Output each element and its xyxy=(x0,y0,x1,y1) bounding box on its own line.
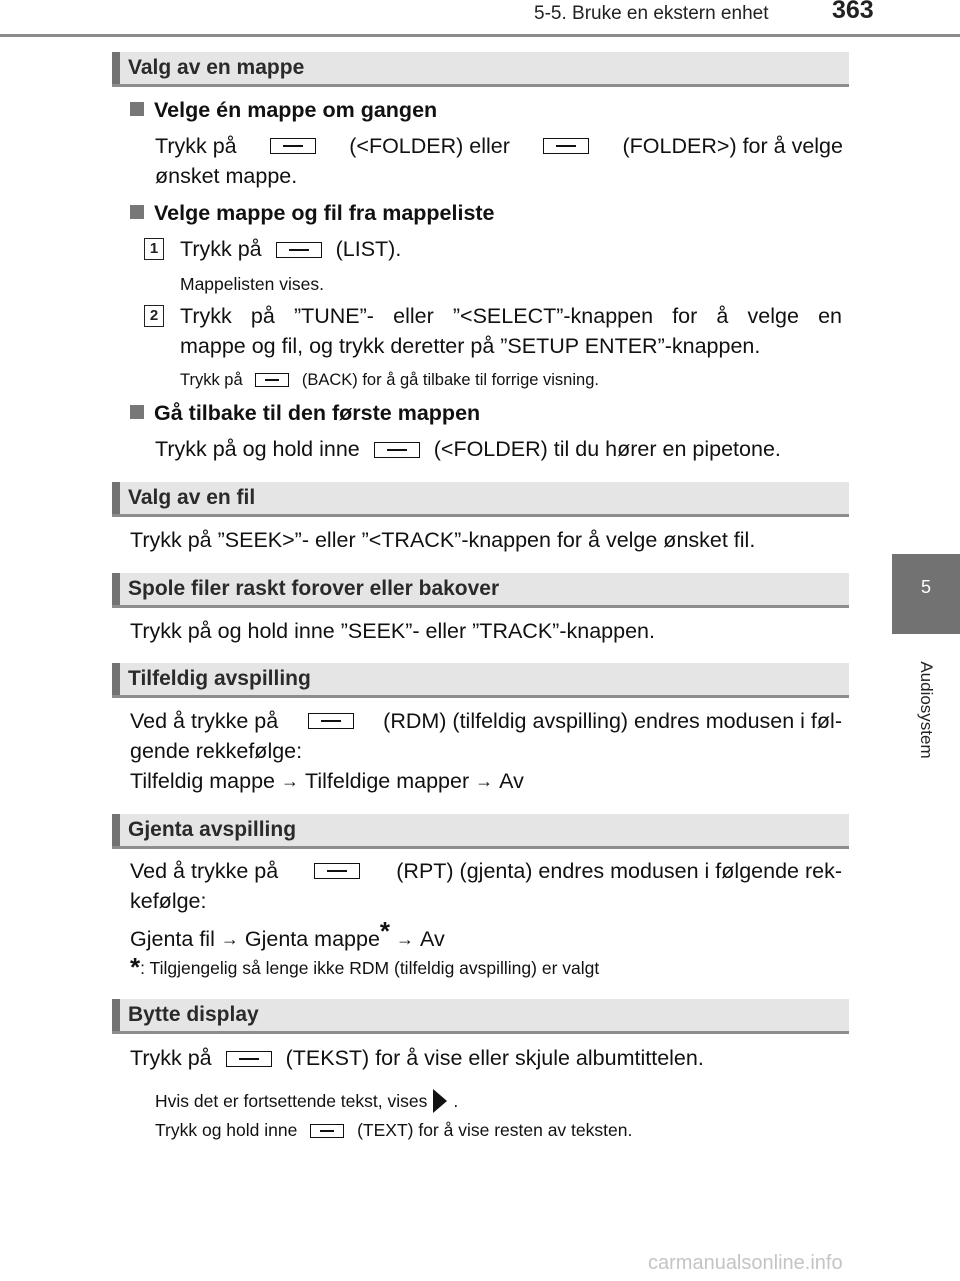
arrow-right-icon: → xyxy=(220,929,239,949)
button-icon xyxy=(543,138,589,154)
button-icon xyxy=(276,242,322,258)
repeat-line2: kefølge: xyxy=(130,889,207,913)
button-icon xyxy=(314,863,360,879)
repeat-line1: Ved å trykke på (RPT) (gjenta) endres modusen i følgende rek- xyxy=(130,859,842,883)
section-header-display xyxy=(112,999,849,1034)
display-note2: Trykk og hold inne (TEXT) for å vise resten av teksten. xyxy=(155,1120,633,1140)
chapter-title: 5-5. Bruke en ekstern enhet xyxy=(534,3,769,24)
bullet-square-icon xyxy=(130,102,144,116)
display-text: Trykk på (TEKST) for å vise eller skjule albumtittelen. xyxy=(130,1046,704,1070)
watermark: carmanualsonline.info xyxy=(648,1252,843,1274)
footnote-marker: * xyxy=(379,916,391,946)
header-rule xyxy=(0,34,960,37)
subheading-folder-list: Velge mappe og fil fra mappeliste xyxy=(130,198,495,228)
repeat-footnote: *: Tilgjengelig så lenge ikke RDM (tilfeldig avspilling) er valgt xyxy=(130,952,600,982)
section-header-random xyxy=(112,663,849,698)
section-header-folder xyxy=(112,52,849,87)
page-number: 363 xyxy=(832,0,874,24)
step2-note: Trykk på (BACK) for å gå tilbake til forrige visning. xyxy=(180,371,599,389)
section-title: Gjenta avspilling xyxy=(128,818,297,841)
repeat-sequence: Gjenta fil → Gjenta mappe* → Av xyxy=(130,916,445,954)
first-folder-text: Trykk på og hold inne (<FOLDER) til du hører en pipetone. xyxy=(155,437,781,461)
continue-arrow-icon xyxy=(433,1089,447,1113)
button-icon xyxy=(374,442,420,458)
paragraph-one-folder-line1: Trykk på (<FOLDER) eller (FOLDER>) for å velge xyxy=(155,134,843,158)
button-icon xyxy=(270,138,316,154)
seek-text: Trykk på og hold inne ”SEEK”- eller ”TRACK”-knappen. xyxy=(130,619,655,643)
random-line1: Ved å trykke på (RDM) (tilfeldig avspilling) endres modusen i føl- xyxy=(130,709,842,733)
arrow-right-icon: → xyxy=(475,771,494,791)
file-text: Trykk på ”SEEK>”- eller ”<TRACK”-knappen for å velge ønsket fil. xyxy=(130,528,756,552)
arrow-right-icon: → xyxy=(281,771,299,791)
section-title: Tilfeldig avspilling xyxy=(128,667,311,690)
step2-line2: mappe og fil, og trykk deretter på ”SETUP ENTER”-knappen. xyxy=(180,334,761,358)
section-title: Bytte display xyxy=(128,1003,259,1026)
step-number: 1 xyxy=(144,238,164,260)
section-header-repeat xyxy=(112,814,849,849)
section-title: Valg av en mappe xyxy=(128,56,305,79)
section-header-seek xyxy=(112,573,849,608)
paragraph-one-folder-line2: ønsket mappe. xyxy=(155,164,298,188)
subheading-one-folder: Velge én mappe om gangen xyxy=(130,95,437,125)
section-title: Spole filer raskt forover eller bakover xyxy=(128,577,500,600)
chapter-tab-label: Audiosystem xyxy=(917,661,936,759)
arrow-right-icon: → xyxy=(396,929,415,949)
button-icon xyxy=(255,373,289,387)
button-icon xyxy=(310,1124,344,1138)
section-header-file xyxy=(112,482,849,517)
button-icon xyxy=(226,1051,272,1067)
step1-text: Trykk på (LIST). xyxy=(180,237,402,261)
chapter-tab: 5 xyxy=(892,554,960,634)
step-number: 2 xyxy=(144,305,164,327)
bullet-square-icon xyxy=(130,405,144,419)
section-title: Valg av en fil xyxy=(128,486,256,509)
step1-note: Mappelisten vises. xyxy=(180,274,324,294)
button-icon xyxy=(308,713,354,729)
step2-line1: Trykk på ”TUNE”- eller ”<SELECT”-knappen for å velge en xyxy=(180,304,842,328)
subheading-first-folder: Gå tilbake til den første mappen xyxy=(130,398,480,428)
random-sequence: Tilfeldig mappe → Tilfeldige mapper → Av xyxy=(130,766,524,796)
footnote-marker: * xyxy=(130,952,141,982)
display-note1: Hvis det er fortsettende tekst, vises . xyxy=(155,1091,459,1111)
bullet-square-icon xyxy=(130,205,144,219)
random-line2: gende rekkefølge: xyxy=(130,739,303,763)
